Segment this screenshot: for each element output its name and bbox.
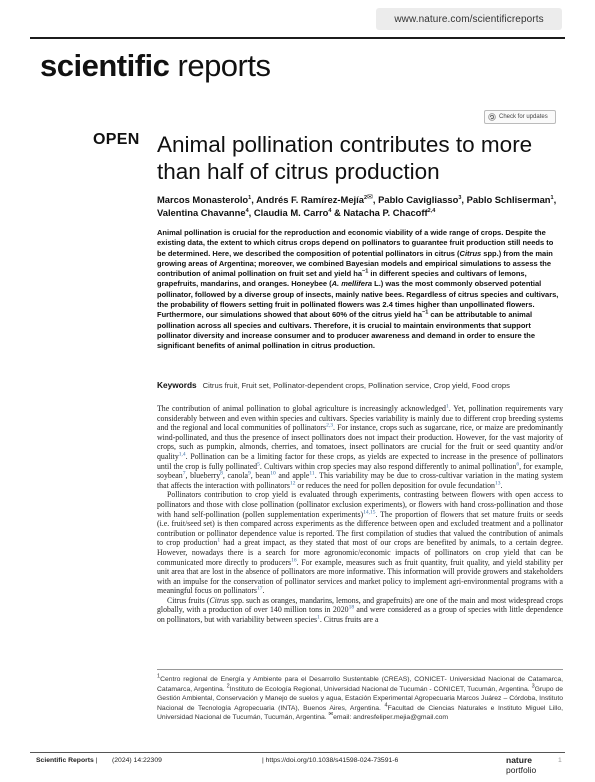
author-name[interactable]: Pablo Schliserman [466, 194, 551, 205]
footer-doi-link[interactable]: | https://doi.org/10.1038/s41598-024-73591-6 [262, 757, 399, 764]
journal-logo[interactable] [40, 48, 271, 86]
affiliations-divider [157, 669, 563, 670]
author-name[interactable]: Natacha P. Chacoff [343, 207, 428, 218]
author-name[interactable]: Claudia M. Carro [253, 207, 329, 218]
author-affiliation-mark: 1 [550, 194, 554, 201]
email-icon[interactable]: ✉ [367, 193, 373, 201]
check-for-updates-label: Check for updates [499, 114, 548, 120]
author-affiliation-mark: 3 [458, 194, 462, 201]
author-affiliation-mark: 1 [248, 194, 252, 201]
author-name[interactable]: Andrés F. Ramírez-Mejía [256, 194, 364, 205]
keywords-list[interactable]: Citrus fruit, Fruit set, Pollinator-dependent crops, Pollination service, Crop yield, Food crops [202, 381, 510, 390]
page-number: 1 [558, 757, 562, 764]
author-affiliation-mark: 2,4 [427, 207, 436, 214]
publisher-logo[interactable]: nature portfolio [506, 755, 537, 775]
refresh-icon [488, 113, 496, 121]
author-name[interactable]: Valentina Chavanne [157, 207, 246, 218]
journal-logo-light: reports [169, 48, 271, 83]
open-access-label: OPEN [93, 131, 140, 148]
abstract: Animal pollination is crucial for the reproduction and economic viability of a wide range of crops. Despite the existing data, the extent to which citrus crops depend on pollinators to guarantee fruit production still needs to be determined. Here, we described the composition of potential pollinators in citrus (Citrus spp.) from the main growing areas of Argentina; moreover, we combined Bayesian models and empirical simulations to assess the contribution of animal pollination on fruit set and yield $ha^{-1}$ in different species and cultivars of lemons, grapefruits, mandarins, and oranges. Honeybee (A. mellifera L.) was the most commonly observed potential pollinator, followed by a diverse group of insects, mainly native bees. Regardless of citrus species and cultivars, the probability of flowers setting fruit in pollinated flowers was 2.4 times higher than unpollinated flowers. Furthermore, our simulations showed that about 60% of the citrus yield $ha^{-1}$ can be attributable to animal pollination across all species and cultivars. Therefore, it is crucial to maintain environments that support pollinator diversity and increase consumer and to producer awareness and demand in order to ensure the significant benefits of animal pollination in citrus production. [157, 228, 559, 351]
header-divider [30, 37, 565, 39]
author-list: Marcos Monasterolo$^1$, Andrés F. Ramírez-Mejía$^{2✉}$, Pablo Cavigliasso$^3$, Pablo Schliserman$^1$, Valentina Chavanne$^4$, Claudia M. Carro$^4$ & Natacha P. Chacoff$^{2,4}$ [157, 193, 557, 218]
keywords-heading: Keywords [157, 380, 197, 390]
article-title: Animal pollination contributes to more than half of citrus production [157, 132, 533, 184]
affiliations: $^1$Centro regional de Energía y Ambiente para el Desarrollo Sustentable (CREAS), CONICET- Universidad Nacional de Catamarca, Catamarca, Argentina. $^2$Instituto de Ecología Regional, Universidad Nacional de Tucumán - CONICET, Tucumán, Argentina. $^3$Grupo de Gestión Ambiental, Conservación y Manejo de suelos y agua, Estación Experimental Agropecuaria Marcos Juárez – Córdoba, Instituto Nacional de Tecnología Agropecuaria (INTA), Buenos Aires, Argentina. $^4$Facultad de Ciencias Naturales e Instituto Miguel Lillo, Universidad Nacional de Tucumán, Tucumán, Argentina. ✉email: andresfeliper.mejia@gmail.com [157, 673, 563, 721]
journal-url[interactable]: www.nature.com/scientificreports [376, 8, 562, 30]
author-name[interactable]: Marcos Monasterolo [157, 194, 249, 205]
page-footer [36, 755, 564, 775]
check-for-updates-button[interactable] [484, 110, 556, 124]
author-affiliation-mark: 4 [328, 207, 332, 214]
keywords [157, 380, 563, 390]
journal-logo-bold: scientific [40, 48, 170, 83]
body-paragraph: The contribution of animal pollination to global agriculture is increasingly acknowledged$^1$. Yet, pollination requirements vary considerably between and even within species and cultivars. Species variability is mainly due to different crop breeding systems and the regional and local communities of pollinators$^{2,3}$. For instance, crops such as sugarcane, rice, or maize are predominantly wind-pollinated, and thus the presence of insect pollinators does not impact their production. However, for the vast majority of crops, such as pumpkin, almonds, cherries, and tomatoes, insect pollinators are crucial for the fruit or seed quantity and/or quality$^{1,4}$. Pollination can be a limiting factor for these crops, as yields are expected to increase in the presence of pollinators until the crop is fully pollinated$^5$. Cultivars within crop species may also respond differently to animal pollination$^6$, for example, soybean$^7$, blueberry$^8$, canola$^9$, bean$^{10}$ and apple$^{11}$. This variability may be due to cross-cultivar variation in the mating system that affects the interaction with pollinators$^{12}$ or reduces the need for pollen deposition for ovule fecundation$^{13}$. [157, 403, 564, 490]
author-affiliation-mark: 4 [245, 207, 249, 214]
author-name[interactable]: Pablo Cavigliasso [378, 194, 459, 205]
body-text [157, 404, 563, 625]
footer-journal: Scientific Reports | [36, 757, 98, 764]
body-paragraph: Pollinators contribution to crop yield is evaluated through experiments, contrasting between flowers with open access to pollinators and those with close pollination (pollinator exclusion experiments), or flowers with hand cross-pollination and those with hand self-pollination (pollen supplementation experiments)$^{14,15}$. The proportion of flowers that set mature fruits or seeds (i.e. fruit/seed set) is then compared across experiments as the difference between open and excluded treatment and a pollinator contribution or pollinator dependence value is reported. The first compilation of studies that valued the contribution of animals to crop production$^1$ had a great impact, as they stated that most of our crops are benefited by animals, to a certain degree. However, nowadays there is a search for more agronomic/economic impacts of pollinators on crop yield that can be communicated more directly to producers$^{16}$. For example, measures such as fruit quantity, fruit quality, and yield stability per unit area that are lost in the absence of pollinators are more informative. This information will provide growers and stakeholders with an impulse for the conservation of pollinator services and market policy to implement agri-environmental programs with a meaningful focus on pollinators$^{17}$. [157, 490, 563, 596]
footer-year-volume: (2024) 14:22309 [112, 757, 162, 764]
author-affiliation-mark: 2 [363, 194, 368, 201]
footer-divider [30, 752, 565, 753]
body-paragraph: Citrus fruits (Citrus spp. such as oranges, mandarins, lemons, and grapefruits) are one of the main and most widespread crops globally, with a production of over 140 million tons in 2020$^{18}$ and were considered as a group of species with little dependence on pollinators, but with variability between species$^1$. Citrus fruits are a [157, 595, 563, 625]
